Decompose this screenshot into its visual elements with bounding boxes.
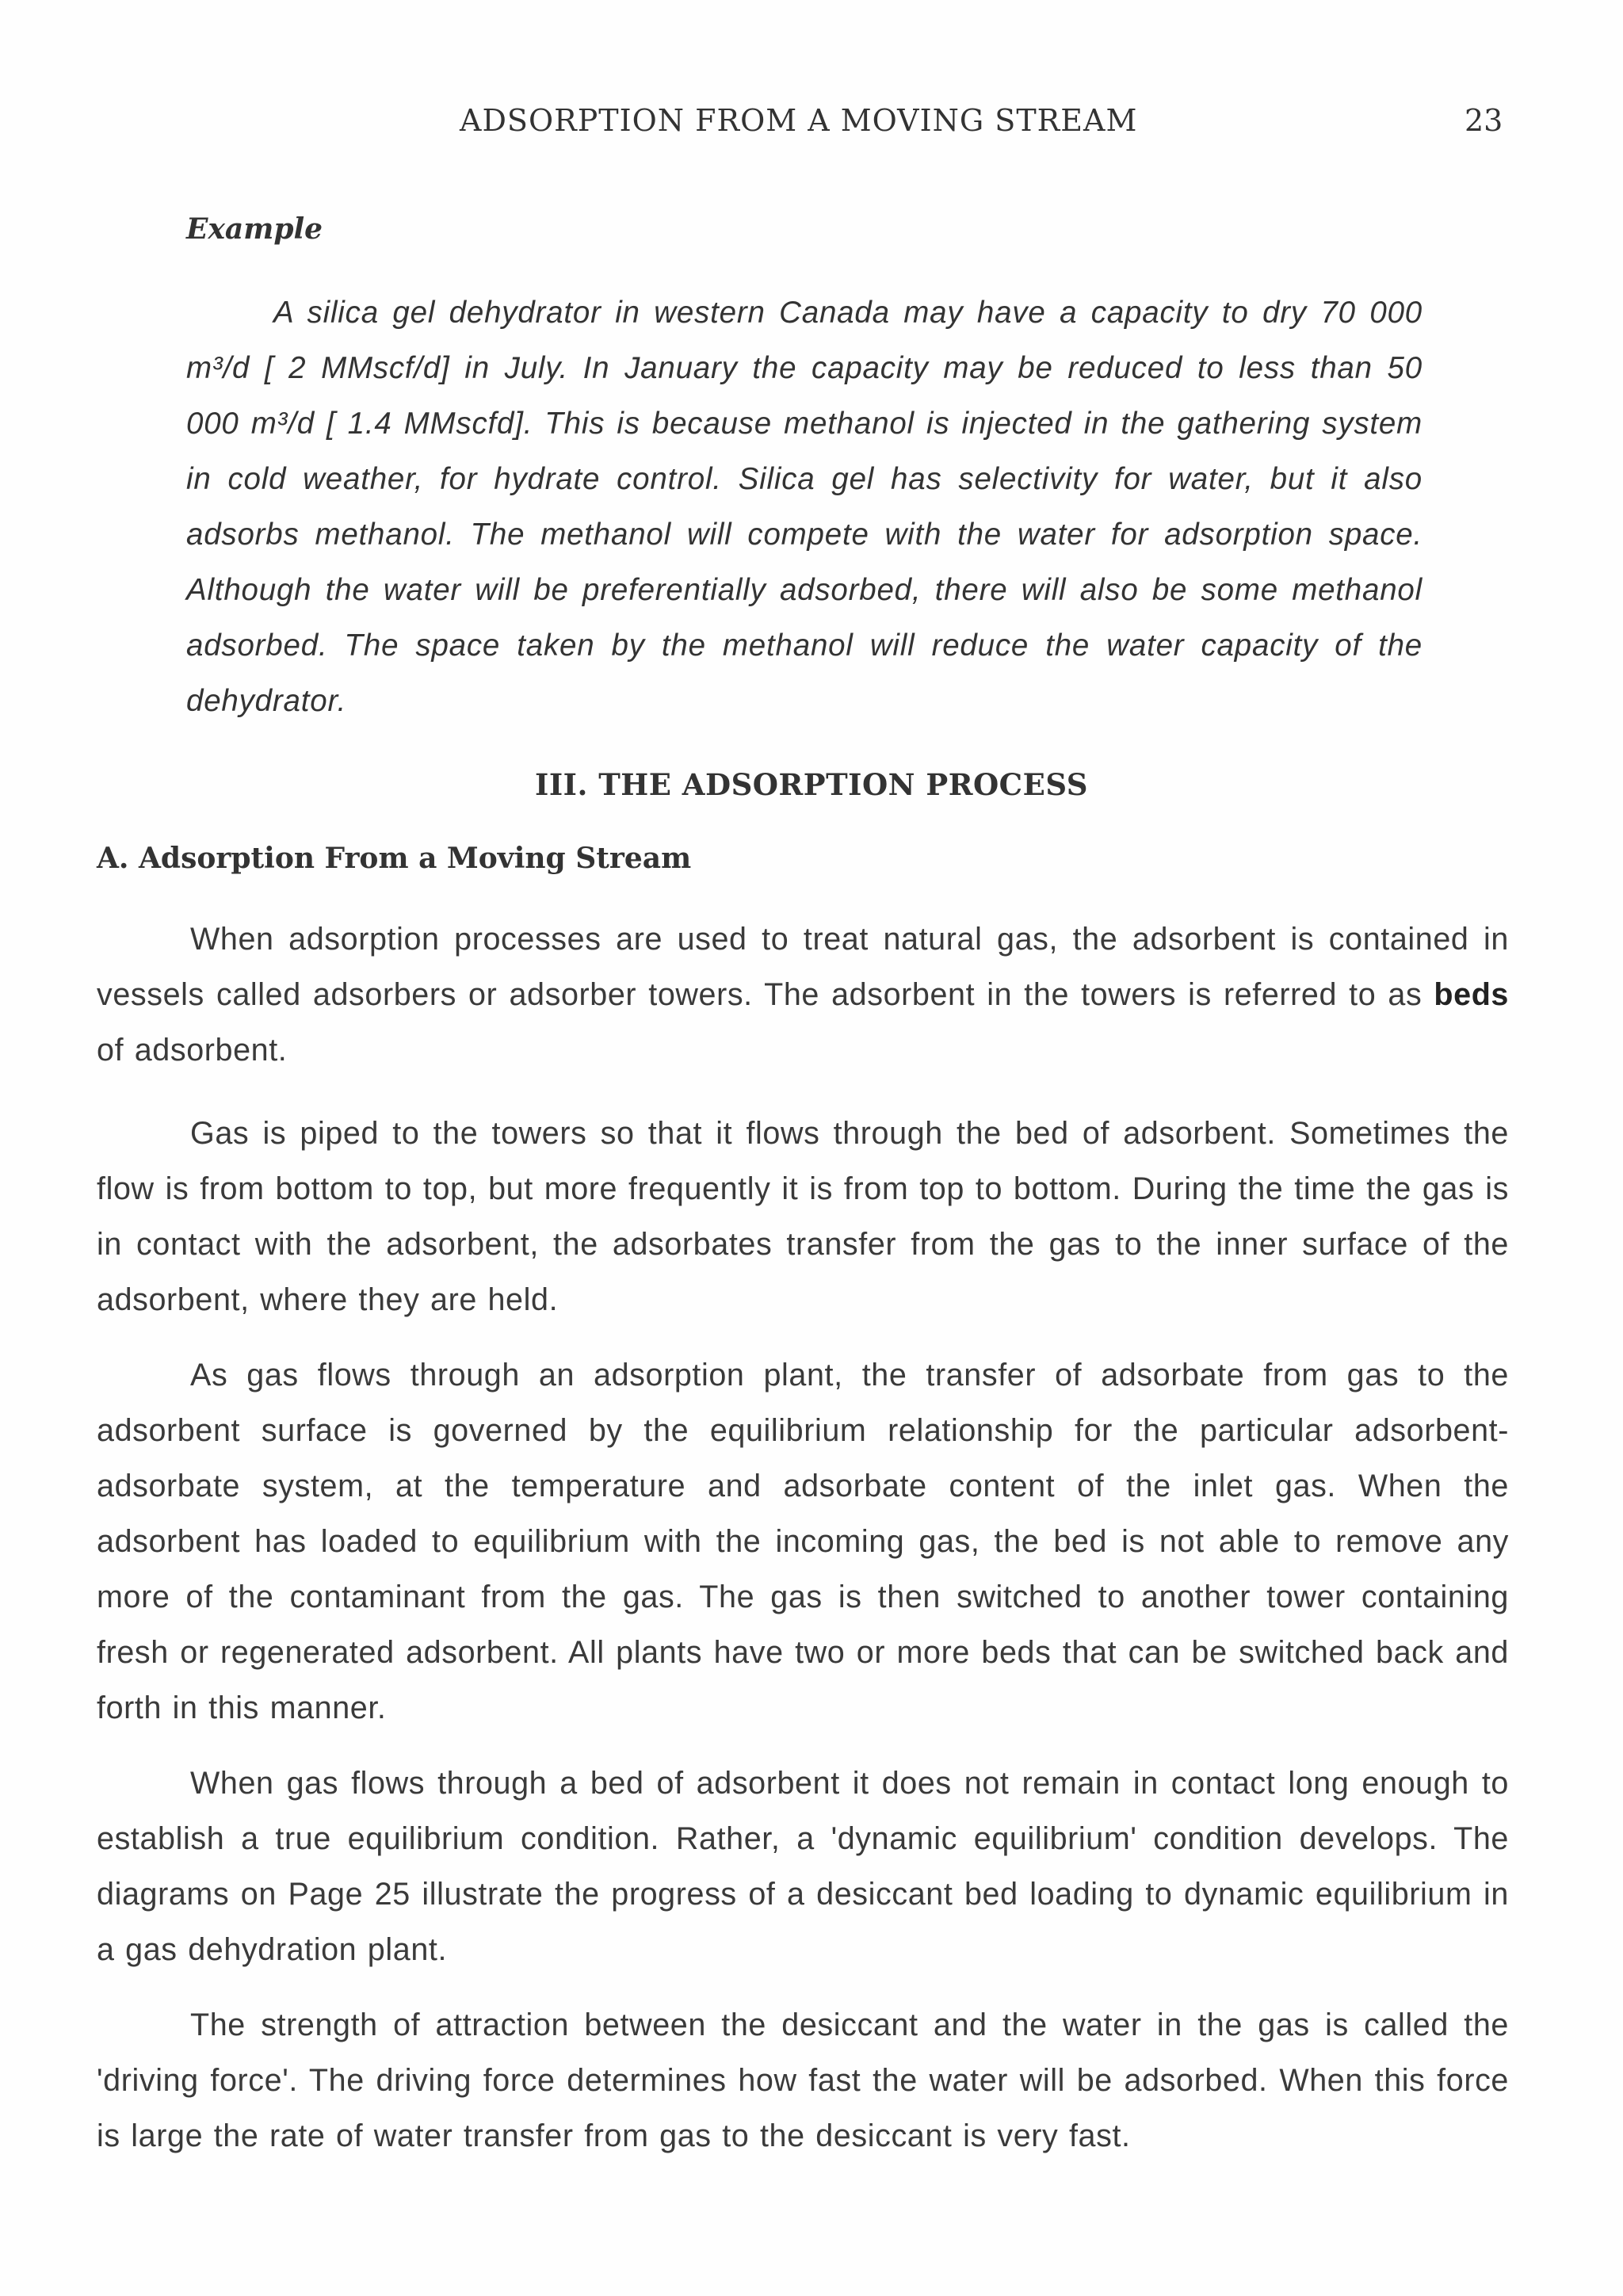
- subsection-heading: A. Adsorption From a Moving Stream: [97, 842, 692, 875]
- paragraph-1-bold-term: beds: [1434, 977, 1509, 1012]
- paragraph-1: [97, 911, 1509, 1078]
- section-heading: III. THE ADSORPTION PROCESS: [535, 767, 1088, 802]
- running-header: [0, 103, 1623, 143]
- paragraph-3: As gas flows through an adsorption plant, the transfer of adsorbate from gas to the adsorbent surface is governed by the equilibrium relationship for the particular adsorbent-adsorbate system, at the temperature and adsorbate content of the inlet gas. When the adsorbent has loaded to equilibrium with the incoming gas, the bed is not able to remove any more of the contaminant from the gas. The gas is then switched to another tower containing fresh or regenerated adsorbent. All plants have two or more beds that can be switched back and forth in this manner.: [97, 1358, 1509, 1725]
- example-text: A silica gel dehydrator in western Canada may have a capacity to dry 70 000 m³/d [ 2 MMscf/d] in July. In January the capacity may be reduced to less than 50 000 m³/d [ 1.4 MMscfd]. This is because methanol is injected in the gathering system in cold weather, for hydrate control. Silica gel has selectivity for water, but it also adsorbs methanol. The methanol will compete with the water for adsorption space. Although the water will be preferentially adsorbed, there will also be some methanol adsorbed. The space taken by the methanol will reduce the water capacity of the dehydrator.: [186, 296, 1423, 718]
- example-label: Example: [186, 212, 323, 246]
- paragraph-2: Gas is piped to the towers so that it flows through the bed of adsorbent. Sometimes the flow is from bottom to top, but more frequently it is from top to bottom. During the time the gas is in contact with the adsorbent, the adsorbates transfer from the gas to the inner surface of the adsorbent, where they are held.: [97, 1116, 1509, 1317]
- paragraph-1-text-start: When adsorption processes are used to treat natural gas, the adsorbent is contained in vessels called adsorbers or adsorber towers. The adsorbent in the towers is referred to as: [97, 922, 1509, 1012]
- paragraph-4: When gas flows through a bed of adsorbent it does not remain in contact long enough to establish a true equilibrium condition. Rather, a 'dynamic equilibrium' condition develops. The diagrams on Page 25 illustrate the progress of a desiccant bed loading to dynamic equilibrium in a gas dehydration plant.: [97, 1766, 1509, 1967]
- running-title: ADSORPTION FROM A MOVING STREAM: [460, 103, 1138, 138]
- page-number: 23: [1465, 103, 1503, 138]
- paragraph-5: The strength of attraction between the desiccant and the water in the gas is called the 'driving force'. The driving force determines how fast the water will be adsorbed. When this force is large the rate of water transfer from gas to the desiccant is very fast.: [97, 2008, 1509, 2153]
- paragraph-1-text-end: of adsorbent.: [97, 1033, 288, 1068]
